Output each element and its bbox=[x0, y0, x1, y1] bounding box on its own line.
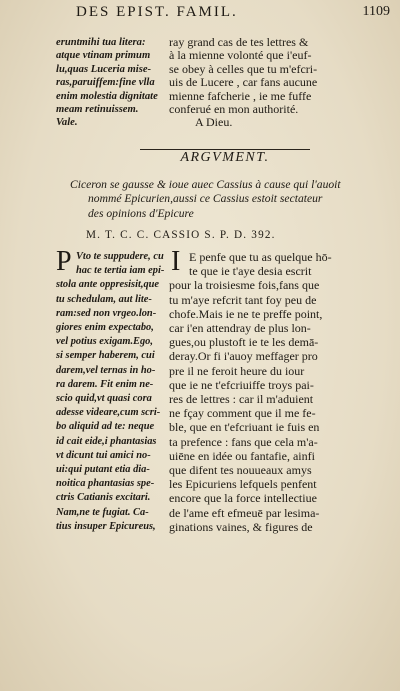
french-body-line: encore que la force intellectiue bbox=[169, 491, 317, 506]
latin-body-line: Vto te suppudere, cu bbox=[76, 251, 164, 262]
latin-line: meam retinuissem. bbox=[56, 104, 139, 116]
latin-line: eruntmihi tua litera: bbox=[56, 37, 146, 48]
french-body-line: te que ie t'aye desia escrit bbox=[189, 264, 312, 279]
latin-body-line: bo aliquid ad te: neque bbox=[56, 421, 155, 433]
french-body-line: ta prefence : fans que cela m'a- bbox=[169, 434, 318, 449]
argument-text bbox=[70, 178, 390, 221]
latin-body-line: tius insuper Epicureus, bbox=[56, 520, 156, 532]
french-line: mienne fafcherie , ie me fuffe bbox=[169, 89, 312, 103]
page-number: 1109 bbox=[362, 4, 390, 19]
french-body-line: pour la troisiesme fois,fans que bbox=[169, 278, 320, 293]
argument-title: ARGVMENT. bbox=[180, 150, 270, 165]
french-body-line: pre il ne feroit heure du iour bbox=[169, 363, 305, 378]
french-body-line: que difent tes nouueaux amys bbox=[169, 463, 312, 478]
latin-body-line: id cait eide,i phantasias bbox=[56, 435, 157, 447]
french-body-line: E penfe que tu as quelque hō- bbox=[189, 250, 332, 264]
latin-body-line: scio quid,vt quasi cora bbox=[56, 393, 152, 405]
french-body-line: uiēne en idée ou fantafie, ainfi bbox=[169, 448, 315, 463]
latin-line: ras,paruiffem:fine vlla bbox=[56, 77, 155, 89]
french-body-line: les Epicuriens lefquels penfent bbox=[169, 477, 317, 492]
running-header bbox=[0, 4, 400, 24]
latin-line: enim molestia dignitate bbox=[56, 90, 158, 102]
latin-body-line: ra darem. Fit enim ne- bbox=[56, 378, 154, 390]
latin-drop-cap: P bbox=[56, 246, 72, 277]
french-body-line: deray.Or fi i'auoy meffager pro bbox=[169, 349, 318, 364]
latin-body-line: ram:sed non vrgeo.lon- bbox=[56, 307, 157, 319]
latin-body-line: stola ante oppresisit,que bbox=[56, 279, 160, 291]
french-body-line: ne fçay comment que il me fe- bbox=[169, 406, 316, 421]
latin-body-line: tu schedulam, aut lite- bbox=[56, 293, 152, 305]
french-line: se obey à celles que tu m'efcri- bbox=[169, 62, 318, 76]
french-body-line: tu m'aye refcrit tant foy peu de bbox=[169, 292, 317, 307]
latin-body-line: giores enim expectabo, bbox=[56, 322, 154, 334]
header-title: DES EPIST. FAMIL. bbox=[76, 4, 238, 20]
latin-body-line: vt dicunt tui amici no- bbox=[56, 449, 151, 461]
argument-line: nommé Epicurien,aussi ce Cassius estoit sectateur bbox=[88, 192, 323, 206]
letter-heading: M. T. C. C. CASSIO S. P. D. 392. bbox=[86, 229, 276, 241]
latin-body-line: Nam,ne te fugiat. Ca- bbox=[56, 506, 149, 518]
latin-body-line: hac te tertia iam epi- bbox=[76, 265, 165, 277]
latin-body-line: noitica phantasias spe- bbox=[56, 478, 155, 490]
french-line: conferué en mon authorité. bbox=[169, 103, 299, 117]
french-column-top bbox=[169, 36, 391, 130]
latin-body-line: vel potius exigam.Ego, bbox=[56, 336, 153, 348]
latin-body-line: adesse videare,cum scri- bbox=[56, 407, 161, 419]
french-body-line: car i'en attendray de plus lon- bbox=[169, 321, 311, 336]
french-body-line: res de lettres : car il m'aduient bbox=[169, 392, 314, 407]
french-body-line: chofe.Mais ie ne te preffe point, bbox=[169, 306, 323, 321]
french-column-body bbox=[169, 246, 385, 534]
latin-body-line: si semper haberem, cui bbox=[56, 350, 155, 362]
latin-column-body bbox=[56, 246, 168, 534]
latin-line: Vale. bbox=[56, 117, 78, 129]
latin-body-line: ctris Catianis excitari. bbox=[56, 492, 151, 504]
latin-line: lu,quas Luceria mise- bbox=[56, 63, 152, 75]
french-body-line: gues,ou plustoft ie te les demā- bbox=[169, 335, 319, 350]
latin-column-top bbox=[56, 36, 169, 130]
french-line: ray grand cas de tes lettres & bbox=[169, 36, 309, 49]
latin-body-line: darem,vel ternas in ho- bbox=[56, 364, 156, 376]
french-body-line: ginations vaines, & figures de bbox=[169, 519, 313, 534]
french-line: uis de Lucere , car fans aucune bbox=[169, 76, 318, 90]
french-line: A Dieu. bbox=[195, 116, 233, 130]
french-drop-cap: I bbox=[171, 246, 181, 277]
french-line: à la mienne volonté que i'euf- bbox=[169, 49, 312, 63]
argument-line: Ciceron se gausse & ioue auec Cassius à cause qui l'auoit bbox=[70, 178, 341, 191]
latin-line: atque vtinam primum bbox=[56, 50, 151, 62]
latin-body-line: ui:qui putant etia dia- bbox=[56, 464, 150, 476]
argument-line: des opinions d'Epicure bbox=[88, 206, 194, 220]
french-body-line: ble, que en t'efcriuant ie fuis en bbox=[169, 420, 320, 435]
french-body-line: de l'ame eft efmeuē par lesima- bbox=[169, 505, 320, 520]
french-body-line: que ie ne t'efcriuiffe troys pai- bbox=[169, 377, 314, 392]
